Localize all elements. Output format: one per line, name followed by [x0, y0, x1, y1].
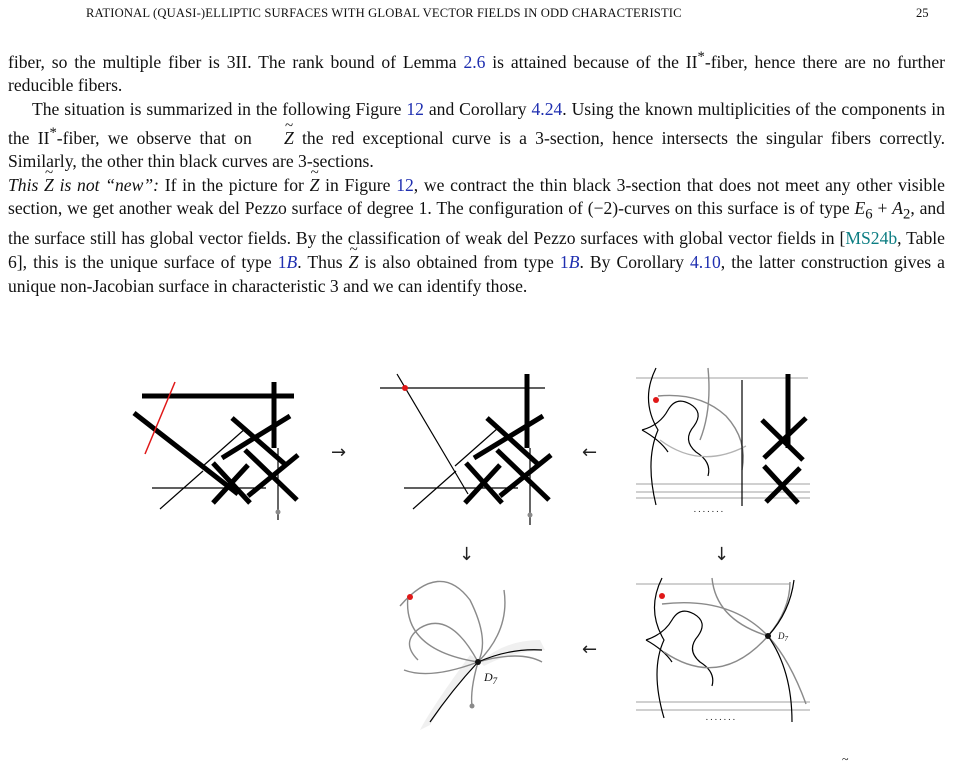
panel-top-right: [636, 368, 810, 514]
thin-curve: [768, 636, 792, 722]
gray-curve: [768, 636, 806, 704]
dots-label: . . . . . . .: [694, 504, 724, 514]
thin-curve: [160, 471, 203, 509]
thin-curve: [646, 640, 672, 662]
thin-curve: [397, 374, 468, 494]
gray-curve: [660, 440, 746, 457]
arrow-down: ↓: [714, 544, 730, 565]
dots-label: . . . . . . .: [706, 712, 736, 722]
footer-tilde: ~: [842, 752, 849, 766]
arrow-down: ↓: [459, 544, 475, 565]
gray-curve: [768, 582, 790, 636]
paragraph-2: The situation is summarized in the following Figure 12 and Corollary 4.24. Using the known multiplicities of the components in the II*-fiber, we observe that on ~ Z the red exceptional curve is a 3-section, hence intersects the singular fibers correctly. Similarly, the other thin black curves are 3-sections.: [8, 98, 945, 174]
thick-curve: [764, 418, 806, 458]
gray-curve: [662, 603, 768, 636]
red-point-marker: [402, 385, 408, 391]
thin-curve: [642, 401, 709, 476]
arrow-right: →: [331, 442, 347, 463]
type-link[interactable]: 1B: [559, 251, 580, 272]
thick-curve: [474, 416, 543, 458]
gray-curve: [700, 368, 709, 440]
red-point-marker: [659, 593, 665, 599]
citation-link[interactable]: MS24b: [845, 228, 898, 249]
gray-curve: [664, 636, 768, 668]
point-marker: [276, 510, 281, 515]
point-marker: [528, 513, 533, 518]
corollary-link[interactable]: 4.10: [689, 251, 721, 272]
arrow-left: ←: [582, 442, 598, 463]
figure-link[interactable]: 12: [396, 174, 414, 195]
gray-curve: [409, 623, 478, 662]
paragraph-1: fiber, so the multiple fiber is 3II. The rank bound of Lemma 2.6 is attained because of the II*-fiber, hence there are no further reducible fibers.: [8, 49, 945, 96]
red-point-marker: [653, 397, 659, 403]
figure-link[interactable]: 12: [406, 99, 424, 120]
arrow-left: ←: [582, 639, 598, 660]
type-link[interactable]: 1B: [277, 251, 298, 272]
remark-lead: This ~ Z is not “new”:: [8, 175, 159, 195]
thin-curve: [642, 430, 668, 452]
panel-bottom-right: [636, 578, 810, 722]
d7-label: $D_7$: [484, 670, 498, 686]
paragraph-3: This ~ Z is not “new”: If in the picture for ~ Z in Figure 12, we contract the thin black 3-section that does not meet any other visible section, we get another weak del Pezzo surface of degree 1. The configuration of (−2)-curves on this surface is of type $E_6 + A_2$, and the surface still has global vector fields. By the classification of weak del Pezzo surfaces with global vector fields in [MS24b, Table 6], this is the unique surface of type 1B. Thus ~ Z is also obtained from type 1B. By Corollary 4.10, the latter construction gives a unique non-Jacobian surface in characteristic 3 and we can identify those.: [8, 174, 945, 298]
shaded-region: [480, 640, 545, 666]
running-title: RATIONAL (QUASI-)ELLIPTIC SURFACES WITH GLOBAL VECTOR FIELDS IN ODD CHARACTERISTIC: [86, 6, 682, 20]
corollary-link[interactable]: 4.24: [531, 99, 563, 120]
page-number: 25: [916, 6, 929, 20]
shaded-region: [420, 655, 480, 730]
z-tilde: ~ Z: [310, 174, 320, 198]
thick-curve: [222, 416, 290, 458]
d7-label: $D_7$: [778, 631, 788, 643]
d7-point: [475, 659, 481, 665]
z-tilde: ~ Z: [349, 251, 359, 275]
panel-top-middle: [380, 374, 551, 525]
panel-bottom-middle: [400, 581, 545, 730]
lemma-link[interactable]: 2.6: [463, 51, 486, 72]
point-marker: [470, 704, 475, 709]
thick-curve: [134, 413, 238, 494]
thin-curve: [413, 471, 456, 509]
panel-top-left: [134, 382, 298, 520]
red-point-marker: [407, 594, 413, 600]
z-tilde: ~ Z: [260, 127, 294, 151]
d7-point: [765, 633, 771, 639]
